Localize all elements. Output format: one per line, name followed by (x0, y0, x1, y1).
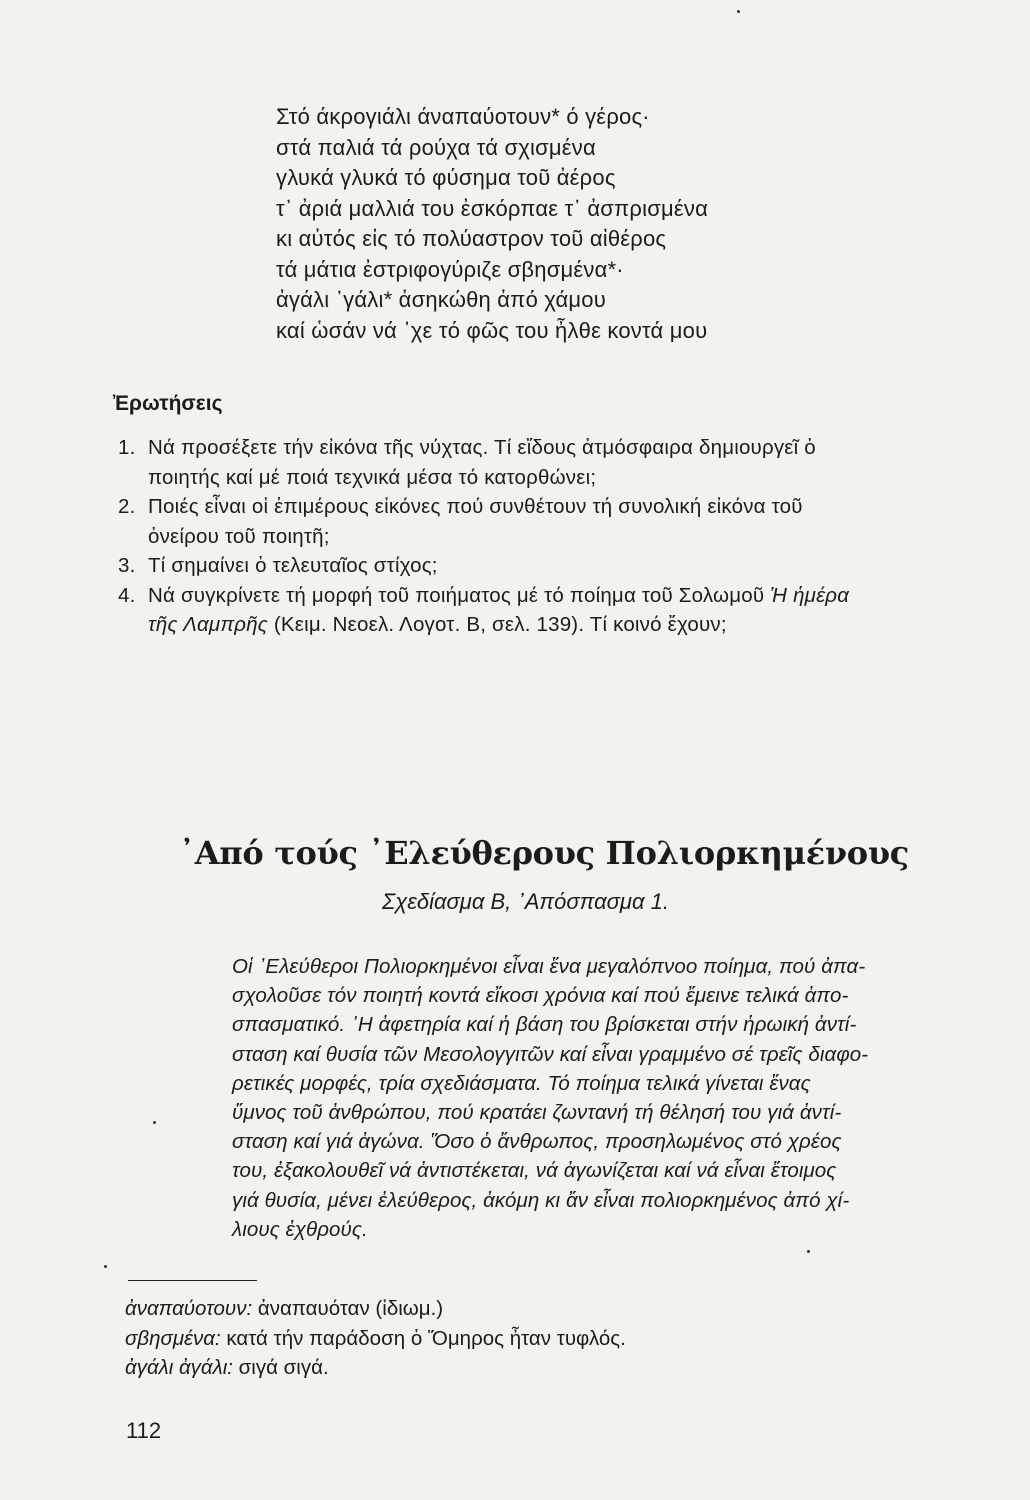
intro-line: σταση καί θυσία τῶν Μεσολογγιτῶν καί εἶναι γραμμένο σέ τρεῖς διαφο- (232, 1042, 869, 1066)
poem-line: γλυκά γλυκά τό φύσημα τοῦ ἀέρος (276, 165, 616, 190)
footnote-definition: ἀναπαυόταν (ἰδιωμ.) (252, 1297, 444, 1320)
poem-line: καί ὡσάν νά ᾽χε τό φῶς του ἦλθε κοντά μου (276, 317, 708, 343)
question-item (118, 492, 968, 551)
footnote (125, 1294, 626, 1324)
section-title (0, 834, 1030, 872)
question-number: 2. (118, 495, 136, 518)
intro-line: ὕμνος τοῦ ἀνθρώπου, πού κρατάει ζωντανή τή θέλησή του γιά ἀντί- (232, 1101, 842, 1125)
question-text: Νά προσέξετε τήν εἰκόνα τῆς νύχτας. Τί εἴδους ἀτμόσφαιρα δημιουργεῖ ὁ (148, 436, 816, 459)
questions-heading: Ἐρωτήσεις (113, 392, 223, 415)
scan-speck (153, 1121, 156, 1124)
poem-title-reference: Ἡ ἡμέρα (770, 583, 850, 607)
question-text: ποιητής καί μέ ποιά τεχνικά μέσα τό κατορθώνει; (148, 465, 597, 489)
poem-line: ἀγάλι ᾽γάλι* ἀσηκώθη ἀπό χάμου (276, 287, 606, 312)
poem-excerpt (276, 102, 708, 346)
question-text: Ποιές εἶναι οἱ ἐπιμέρους εἰκόνες πού συνθέτουν τή συνολική εἰκόνα τοῦ (148, 495, 803, 518)
section-introduction (232, 952, 977, 1244)
footnote-term: ἀναπαύοτουν: (125, 1297, 253, 1320)
question-item (118, 551, 968, 581)
section-title-text: ᾽Από τούς ᾽Ελεύθερους Πολιορκημένους (179, 834, 909, 872)
question-number: 4. (118, 583, 136, 607)
question-item (118, 433, 968, 492)
poem-line: τ᾽ ἀριά μαλλιά του ἐσκόρπαε τ᾽ ἀσπρισμένα (276, 195, 709, 221)
intro-line: γιά θυσία, μένει ἐλεύθερος, ἀκόμη κι ἄν εἶναι πολιορκημένος ἀπό χί- (232, 1188, 850, 1212)
question-number: 1. (118, 436, 136, 459)
question-item (118, 581, 968, 640)
footnote-definition: σιγά σιγά. (232, 1356, 329, 1379)
question-text: Τί σημαίνει ὁ τελευταῖος στίχος; (148, 554, 438, 577)
intro-line: του, ἐξακολουθεῖ νά ἀντιστέκεται, νά ἀγωνίζεται καί νά εἶναι ἕτοιμος (232, 1159, 837, 1183)
scan-speck (104, 1265, 107, 1268)
question-number: 3. (118, 554, 136, 577)
intro-line: λιους ἐχθρούς. (232, 1217, 368, 1241)
poem-line: Στό άκρογιάλι άναπαύοτουν* ό γέρος· (276, 104, 650, 129)
footnote-divider (128, 1280, 257, 1281)
intro-line: ρετικές μορφές, τρία σχεδιάσματα. Τό ποίημα τελικά γίνεται ἕνας (232, 1071, 811, 1095)
section-subtitle: Σχεδίασμα Β, ᾽Απόσπασμα 1. (382, 889, 669, 914)
question-text: ὀνείρου τοῦ ποιητῆ; (148, 524, 330, 548)
poem-line: στά παλιά τά ρούχα τά σχισμένα (276, 134, 596, 160)
question-text-part: Νά συγκρίνετε τή μορφή τοῦ ποιήματος μέ τό ποίημα τοῦ Σολωμοῦ (148, 583, 765, 607)
scan-speck (737, 10, 740, 13)
poem-title-reference: τῆς Λαμπρῆς (148, 613, 268, 636)
poem-line: κι αὐτός εἰς τό πολύαστρον τοῦ αἰθέρος (276, 226, 667, 251)
footnotes (125, 1294, 626, 1383)
footnote-definition: κατά τήν παράδοση ὁ Ὅμηρος ἦταν τυφλός. (220, 1326, 626, 1350)
intro-line: σπασματικό. ᾽Η ἀφετηρία καί ἡ βάση του βρίσκεται στήν ἡρωική ἀντί- (232, 1013, 857, 1037)
footnote (125, 1324, 626, 1354)
questions-list (118, 433, 968, 640)
intro-line: σχολοῦσε τόν ποιητή κοντά εἴκοσι χρόνια καί πού ἔμεινε τελικά ἀπο- (232, 984, 849, 1008)
footnote-term: σβησμένα: (125, 1326, 221, 1350)
question-text (148, 610, 968, 640)
question-text-part: (Κειμ. Νεοελ. Λογοτ. Β, σελ. 139). Τί κοινό ἔχουν; (267, 613, 727, 636)
intro-line: σταση καί γιά ἀγώνα. Ὅσο ὁ ἄνθρωπος, προσηλωμένος στό χρέος (232, 1130, 842, 1154)
question-text (148, 581, 968, 611)
scan-speck (807, 1250, 810, 1253)
poem-line: τά μάτια ἐστριφογύριζε σβησμένα*· (276, 256, 624, 282)
intro-line: Οἱ ᾽Ελεύθεροι Πολιορκημένοι εἶναι ἕνα μεγαλόπνοο ποίημα, πού ἀπα- (232, 955, 866, 978)
page-number: 112 (126, 1418, 162, 1443)
footnote-term: ἀγάλι ἀγάλι: (125, 1356, 233, 1379)
footnote (125, 1353, 626, 1383)
